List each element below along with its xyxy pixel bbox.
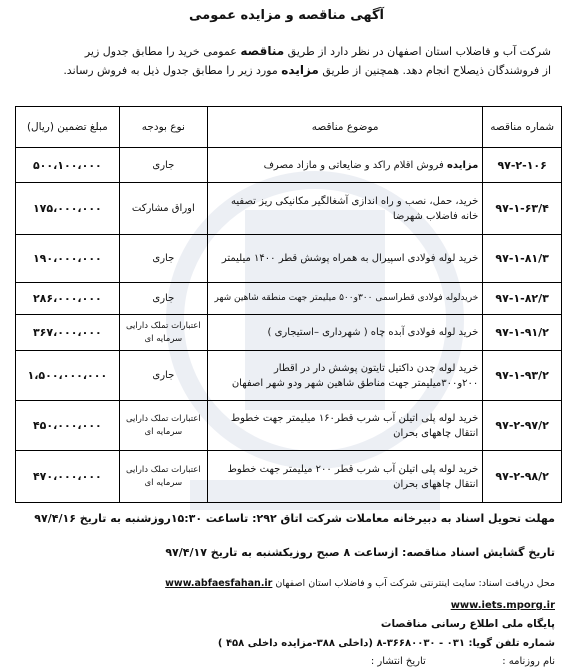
intro-keyword-tender: مناقصه	[240, 44, 285, 58]
table-row	[16, 401, 562, 451]
submission-deadline: مهلت تحویل اسناد به دبیرخانه معاملات شرکت اتاق ۲۹۲: تاساعت ۱۵:۳۰روزشنبه به تاریخ ۹۷/۴/۱۶	[34, 512, 555, 525]
publication-info	[15, 656, 555, 667]
guarantee-amount: ۱۷۵،۰۰۰،۰۰۰	[16, 183, 120, 235]
intro-text: عمومی خرید را مطابق جدول زیر	[84, 45, 241, 58]
intro-text: شرکت آب و فاضلاب استان اصفهان در نظر دارد از طریق	[284, 45, 551, 58]
opening-date: تاریخ گشایش اسناد مناقصه: ازساعت ۸ صبح روزیکشنبه به تاریخ ۹۷/۴/۱۷	[165, 546, 555, 559]
budget-type: جاری	[119, 148, 207, 183]
guarantee-amount: ۱،۵۰۰،۰۰۰،۰۰۰	[16, 351, 120, 401]
budget-type: اعتبارات تملک دارایی سرمایه ای	[119, 401, 207, 451]
guarantee-amount: ۲۸۶،۰۰۰،۰۰۰	[16, 283, 120, 315]
tender-subject: خرید لوله فولادی اسپیرال به همراه پوشش قطر ۱۴۰۰ میلیمتر	[207, 235, 482, 283]
tender-table	[15, 106, 562, 503]
table-row	[16, 283, 562, 315]
tender-subject: خرید، حمل، نصب و راه اندازی آشغالگیر مکانیکی ریز تصفیه خانه فاضلاب شهرضا	[207, 183, 482, 235]
tender-number: ۹۷-۱-۹۱/۲	[483, 315, 562, 351]
portal-website-link[interactable]: www.iets.mporg.ir	[450, 600, 555, 611]
guarantee-amount: ۴۵۰،۰۰۰،۰۰۰	[16, 401, 120, 451]
budget-type: اوراق مشارکت	[119, 183, 207, 235]
phone-number: شماره تلفن گویا: ۰۳۱ - ۳۶۶۸۰۰۳۰-۸ (داخلی ۳۸۸-مزایده داخلی ۴۵۸ )	[217, 638, 555, 649]
publish-date-label: تاریخ انتشار :	[370, 656, 426, 667]
intro-line-1	[21, 42, 551, 61]
header-subject: موضوع مناقصه	[207, 107, 482, 148]
budget-type: جاری	[119, 351, 207, 401]
tender-subject: خرید لوله چدن داکتیل تایتون پوشش دار در اقطار ۲۰۰و۳۰۰میلیمتر جهت مناطق شاهین شهر ودو شهر اصفهان	[207, 351, 482, 401]
table-row	[16, 235, 562, 283]
tender-subject	[207, 148, 482, 183]
portal-url-line	[15, 600, 555, 611]
subject-keyword: مزایده	[447, 159, 479, 171]
intro-paragraph	[21, 42, 551, 80]
tender-subject: خرید لوله پلی اتیلن آب شرب قطر۱۶۰ میلیمتر جهت خطوط انتقال چاههای بحران	[207, 401, 482, 451]
budget-type: جاری	[119, 283, 207, 315]
tender-subject: خریدلوله فولادی قطراسمی ۳۰۰و۵۰۰ میلیمتر جهت منطقه شاهین شهر	[207, 283, 482, 315]
table-row	[16, 148, 562, 183]
document-source	[15, 578, 555, 589]
tender-number: ۹۷-۱-۶۳/۴	[483, 183, 562, 235]
table-row	[16, 451, 562, 503]
guarantee-amount: ۴۷۰،۰۰۰،۰۰۰	[16, 451, 120, 503]
table-row	[16, 351, 562, 401]
budget-type: اعتبارات تملک دارایی سرمایه ای	[119, 451, 207, 503]
tender-number: ۹۷-۲-۹۷/۲	[483, 401, 562, 451]
portal-name: پایگاه ملی اطلاع رسانی مناقصات	[380, 618, 555, 630]
header-number: شماره مناقصه	[483, 107, 562, 148]
intro-text: از فروشندگان ذیصلاح انجام دهد. همچنین از طریق	[318, 64, 551, 77]
tender-number: ۹۷-۱-۸۲/۳	[483, 283, 562, 315]
guarantee-amount: ۵۰۰،۱۰۰،۰۰۰	[16, 148, 120, 183]
tender-subject: خرید لوله فولادی آبده چاه ( شهرداری –استیجاری )	[207, 315, 482, 351]
tender-number: ۹۷-۱-۸۱/۳	[483, 235, 562, 283]
tender-number: ۹۷-۲-۹۸/۲	[483, 451, 562, 503]
table-header-row	[16, 107, 562, 148]
tender-subject: خرید لوله پلی اتیلن آب شرب قطر ۲۰۰ میلیمتر جهت خطوط انتقال چاههای بحران	[207, 451, 482, 503]
page-title: آگهی مناقصه و مزایده عمومی	[189, 8, 384, 23]
guarantee-amount: ۱۹۰،۰۰۰،۰۰۰	[16, 235, 120, 283]
budget-type: جاری	[119, 235, 207, 283]
header-budget: نوع بودجه	[119, 107, 207, 148]
newspaper-label: نام روزنامه :	[502, 656, 555, 667]
budget-type: اعتبارات تملک دارایی سرمایه ای	[119, 315, 207, 351]
document-source-label: محل دریافت اسناد: سایت اینترنتی شرکت آب و فاضلاب استان اصفهان	[275, 578, 555, 589]
company-website-link[interactable]: www.abfaesfahan.ir	[165, 578, 273, 589]
table-row	[16, 315, 562, 351]
tender-number: ۹۷-۱-۹۳/۲	[483, 351, 562, 401]
header-amount: مبلغ تضمین (ریال)	[16, 107, 120, 148]
intro-line-2	[21, 61, 551, 80]
subject-text: فروش اقلام راکد و ضایعاتی و مازاد مصرف	[263, 159, 448, 171]
intro-keyword-auction: مزایده	[281, 63, 319, 77]
tender-number: ۹۷-۲-۱۰۶	[483, 148, 562, 183]
table-row	[16, 183, 562, 235]
guarantee-amount: ۳۶۷،۰۰۰،۰۰۰	[16, 315, 120, 351]
intro-text: مورد زیر را مطابق جدول ذیل به فروش رساند.	[63, 64, 282, 77]
